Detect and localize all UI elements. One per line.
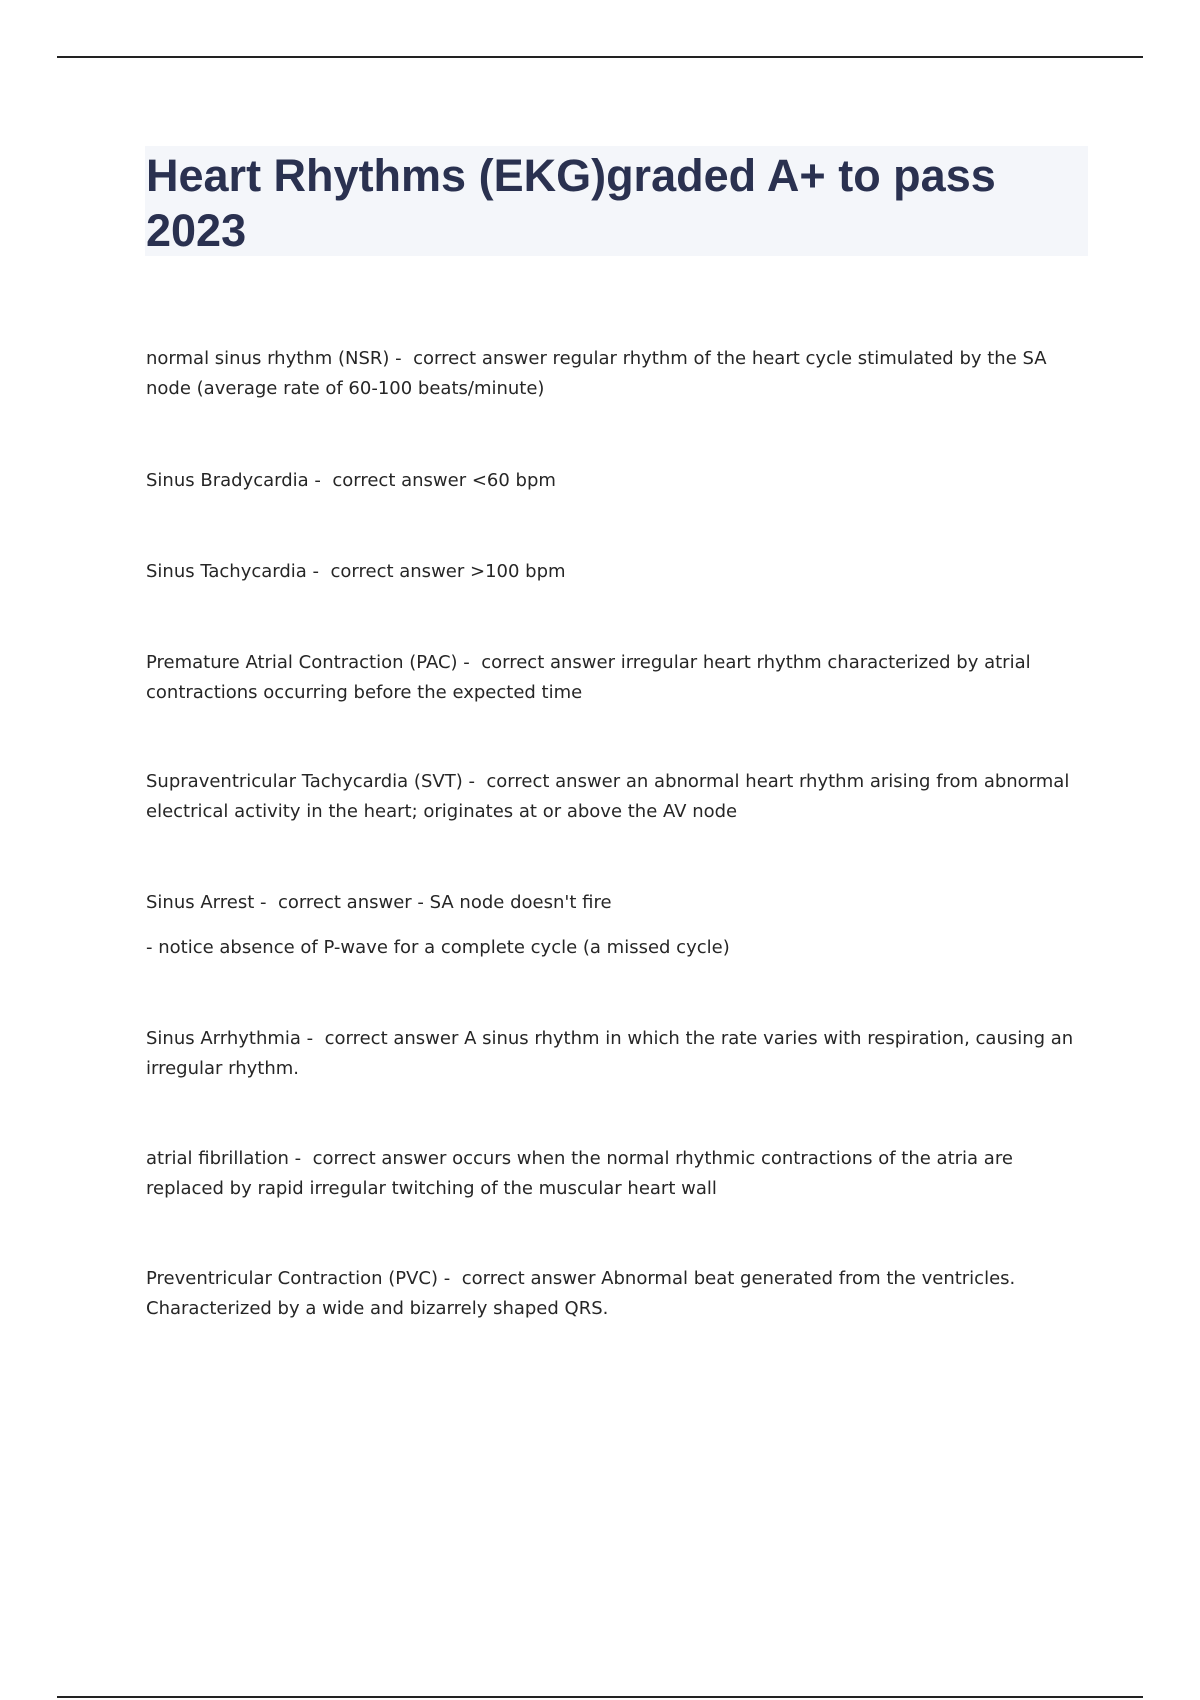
top-rule [57,56,1143,58]
entry-term: Sinus Tachycardia [146,561,307,582]
entry-answer: correct answer occurs when the normal rhythmic contractions of the atria are replaced by rapid irregular twitching of the muscular heart wall [146,1148,1013,1199]
entry-term: Supraventricular Tachycardia (SVT) [146,771,463,792]
entry-answer: correct answer Abnormal beat generated from the ventricles. Characterized by a wide and bizarrely shaped QRS. [146,1268,1016,1319]
entry-separator: - [254,892,278,913]
entry-sinus-arrhythmia [146,1024,1091,1084]
entry-term: Sinus Bradycardia [146,470,309,491]
entry-term: Sinus Arrhythmia [146,1028,301,1049]
entry-term: atrial fibrillation [146,1148,289,1169]
entry-answer: correct answer regular rhythm of the heart cycle stimulated by the SA node (average rate of 60-100 beats/minute) [146,348,1047,399]
entry-sinus-bradycardia [146,466,1091,496]
entry-nsr [146,344,1091,404]
entry-pac [146,648,1091,708]
entry-term: Sinus Arrest [146,892,255,913]
entry-separator: - [438,1268,462,1289]
entry-sinus-arrest [146,888,1091,918]
entry-answer: correct answer - SA node doesn't fire [277,892,612,913]
entry-separator: - [389,348,414,369]
entry-separator: - [457,652,482,673]
entry-separator: - [462,771,487,792]
entry-separator: - [288,1148,313,1169]
entry-sinus-tachycardia [146,557,1091,587]
entry-term: normal sinus rhythm (NSR) [146,348,390,369]
entry-answer: correct answer <60 bpm [332,470,556,491]
entry-answer: - notice absence of P-wave for a complete cycle (a missed cycle) [146,937,730,958]
entry-separator: - [306,561,331,582]
entry-pvc [146,1264,1091,1324]
entry-answer: correct answer irregular heart rhythm characterized by atrial contractions occurring before the expected time [146,652,1031,703]
entry-separator: - [300,1028,325,1049]
entry-answer: correct answer A sinus rhythm in which the rate varies with respiration, causing an irregular rhythm. [146,1028,1074,1079]
bottom-rule [57,1696,1143,1698]
entry-svt [146,767,1091,827]
entry-sinus-arrest-note [146,933,1091,963]
page-title: Heart Rhythms (EKG)graded A+ to pass 2023 [146,150,996,256]
entry-atrial-fibrillation [146,1144,1091,1204]
entry-answer: correct answer >100 bpm [330,561,566,582]
entry-term: Premature Atrial Contraction (PAC) [146,652,458,673]
entry-term: Preventricular Contraction (PVC) [146,1268,439,1289]
entry-answer: correct answer an abnormal heart rhythm arising from abnormal electrical activity in the heart; originates at or above the AV node [146,771,1070,822]
entry-separator: - [308,470,333,491]
